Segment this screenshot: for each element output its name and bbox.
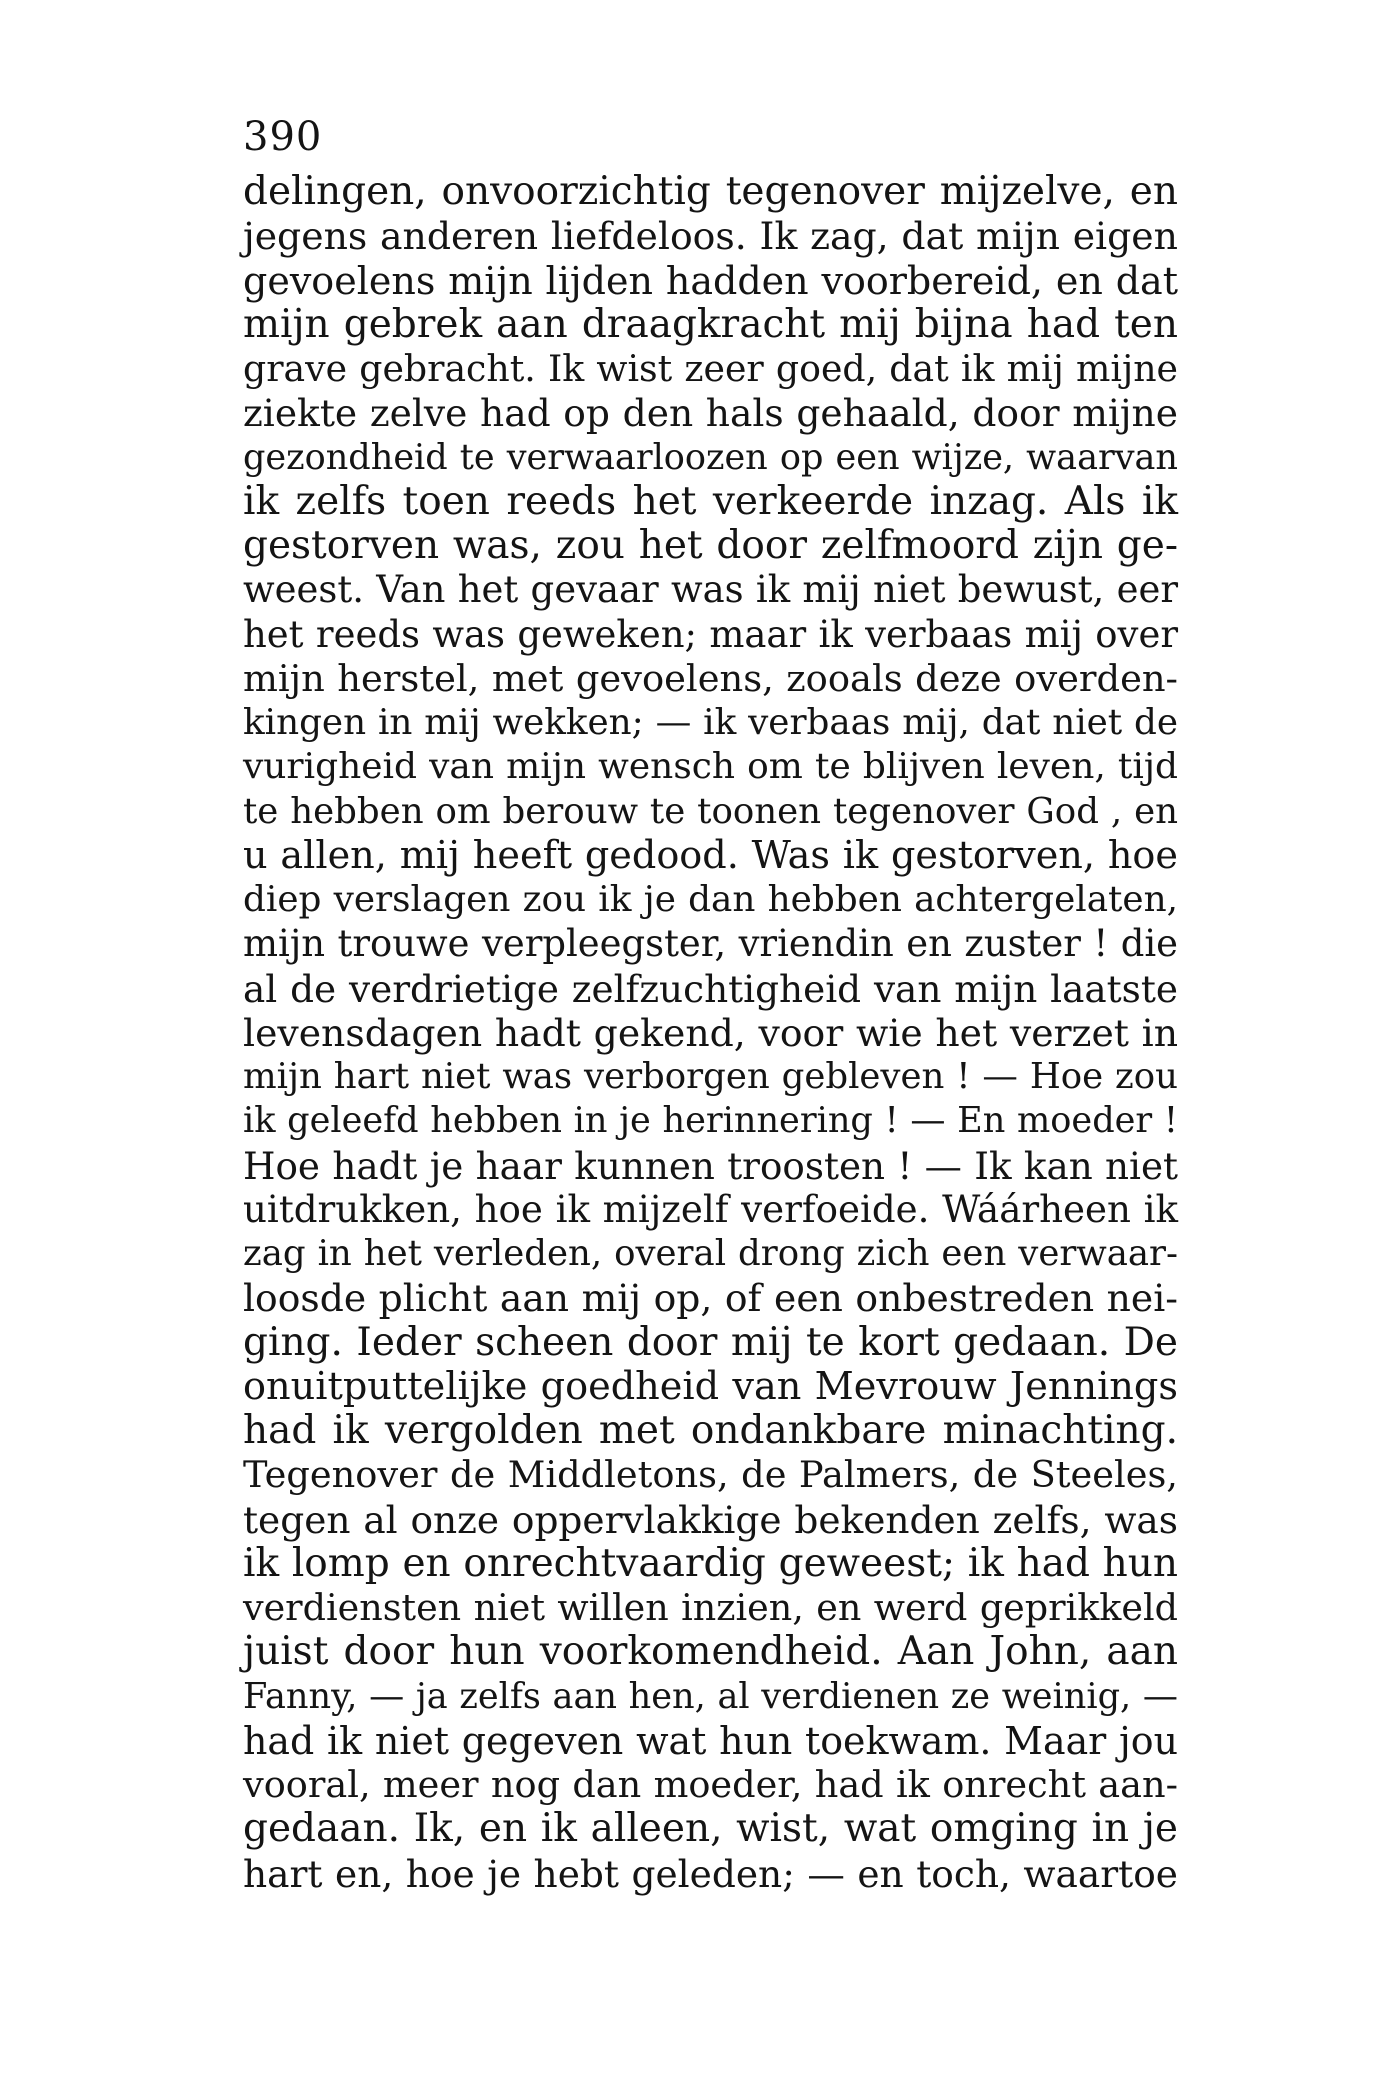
text-line: mijn hart niet was verborgen gebleven ! — Hoe zou bbox=[243, 1056, 1178, 1097]
text-line: mijn herstel, met gevoelens, zooals deze overden- bbox=[243, 656, 1178, 700]
text-line: u allen, mij heeft gedood. Was ik gestorven, hoe bbox=[243, 833, 1178, 878]
text-line: al de verdrietige zelfzuchtigheid van mijn laatste bbox=[243, 966, 1178, 1011]
text-line: juist door hun voorkomendheid. Aan John, aan bbox=[243, 1629, 1178, 1675]
body-text bbox=[243, 170, 1178, 1896]
text-line: ging. Ieder scheen door mij te kort gedaan. De bbox=[243, 1319, 1178, 1365]
text-line: tegen al onze oppervlakkige bekenden zelfs, was bbox=[243, 1497, 1178, 1542]
text-line: gestorven was, zou het door zelfmoord zijn ge- bbox=[243, 523, 1178, 568]
text-line: onuitputtelijke goedheid van Mevrouw Jennings bbox=[243, 1364, 1178, 1409]
text-line: grave gebracht. Ik wist zeer goed, dat ik mij mijne bbox=[243, 347, 1178, 390]
text-line: had ik vergolden met ondankbare minachting. bbox=[243, 1408, 1178, 1453]
text-line: zag in het verleden, overal drong zich een verwaar- bbox=[243, 1233, 1178, 1274]
text-line: Tegenover de Middletons, de Palmers, de Steeles, bbox=[243, 1453, 1178, 1497]
text-line: Fanny, — ja zelfs aan hen, al verdienen ze weinig, — bbox=[243, 1675, 1178, 1717]
text-line: hart en, hoe je hebt geleden; — en toch, waartoe bbox=[243, 1851, 1178, 1896]
text-line: kingen in mij wekken; — ik verbaas mij, dat niet de bbox=[243, 702, 1178, 743]
text-line: loosde plicht aan mij op, of een onbestreden nei- bbox=[243, 1276, 1178, 1321]
text-line: delingen, onvoorzichtig tegenover mijzelve, en bbox=[243, 169, 1178, 214]
text-line: het reeds was geweken; maar ik verbaas mij over bbox=[243, 612, 1178, 656]
text-line: uitdrukken, hoe ik mijzelf verfoeide. Wáárheen ik bbox=[243, 1187, 1178, 1231]
text-line: verdiensten niet willen inzien, en werd geprikkeld bbox=[243, 1586, 1178, 1629]
text-line: vurigheid van mijn wensch om te blijven leven, tijd bbox=[243, 746, 1178, 788]
text-line: had ik niet gegeven wat hun toekwam. Maar jou bbox=[243, 1718, 1178, 1763]
text-line: mijn gebrek aan draagkracht mij bijna had ten bbox=[243, 301, 1178, 347]
text-line: ik geleefd hebben in je herinnering ! — En moeder ! bbox=[243, 1100, 1178, 1142]
text-line: jegens anderen liefdeloos. Ik zag, dat mijn eigen bbox=[243, 214, 1178, 259]
text-line: ik zelfs toen reeds het verkeerde inzag. Als ik bbox=[243, 478, 1178, 524]
text-line: ziekte zelve had op den hals gehaald, door mijne bbox=[243, 391, 1178, 436]
page-number: 390 bbox=[243, 114, 323, 160]
text-line: weest. Van het gevaar was ik mij niet bewust, eer bbox=[243, 568, 1178, 612]
text-line: gevoelens mijn lijden hadden voorbereid, en dat bbox=[243, 258, 1178, 303]
text-line: diep verslagen zou ik je dan hebben achtergelaten, bbox=[243, 879, 1178, 920]
text-line: gedaan. Ik, en ik alleen, wist, wat omging in je bbox=[243, 1806, 1178, 1852]
text-line: te hebben om berouw te toonen tegenover God , en bbox=[243, 790, 1178, 832]
text-line: ik lomp en onrechtvaardig geweest; ik had hun bbox=[243, 1540, 1178, 1586]
text-line: vooral, meer nog dan moeder, had ik onrecht aan- bbox=[243, 1763, 1178, 1806]
text-line: gezondheid te verwaarloozen op een wijze, waarvan bbox=[243, 436, 1178, 478]
text-line: levensdagen hadt gekend, voor wie het verzet in bbox=[243, 1010, 1178, 1055]
text-line: Hoe hadt je haar kunnen troosten ! — Ik kan niet bbox=[243, 1143, 1178, 1188]
text-line: mijn trouwe verpleegster, vriendin en zuster ! die bbox=[243, 922, 1178, 966]
